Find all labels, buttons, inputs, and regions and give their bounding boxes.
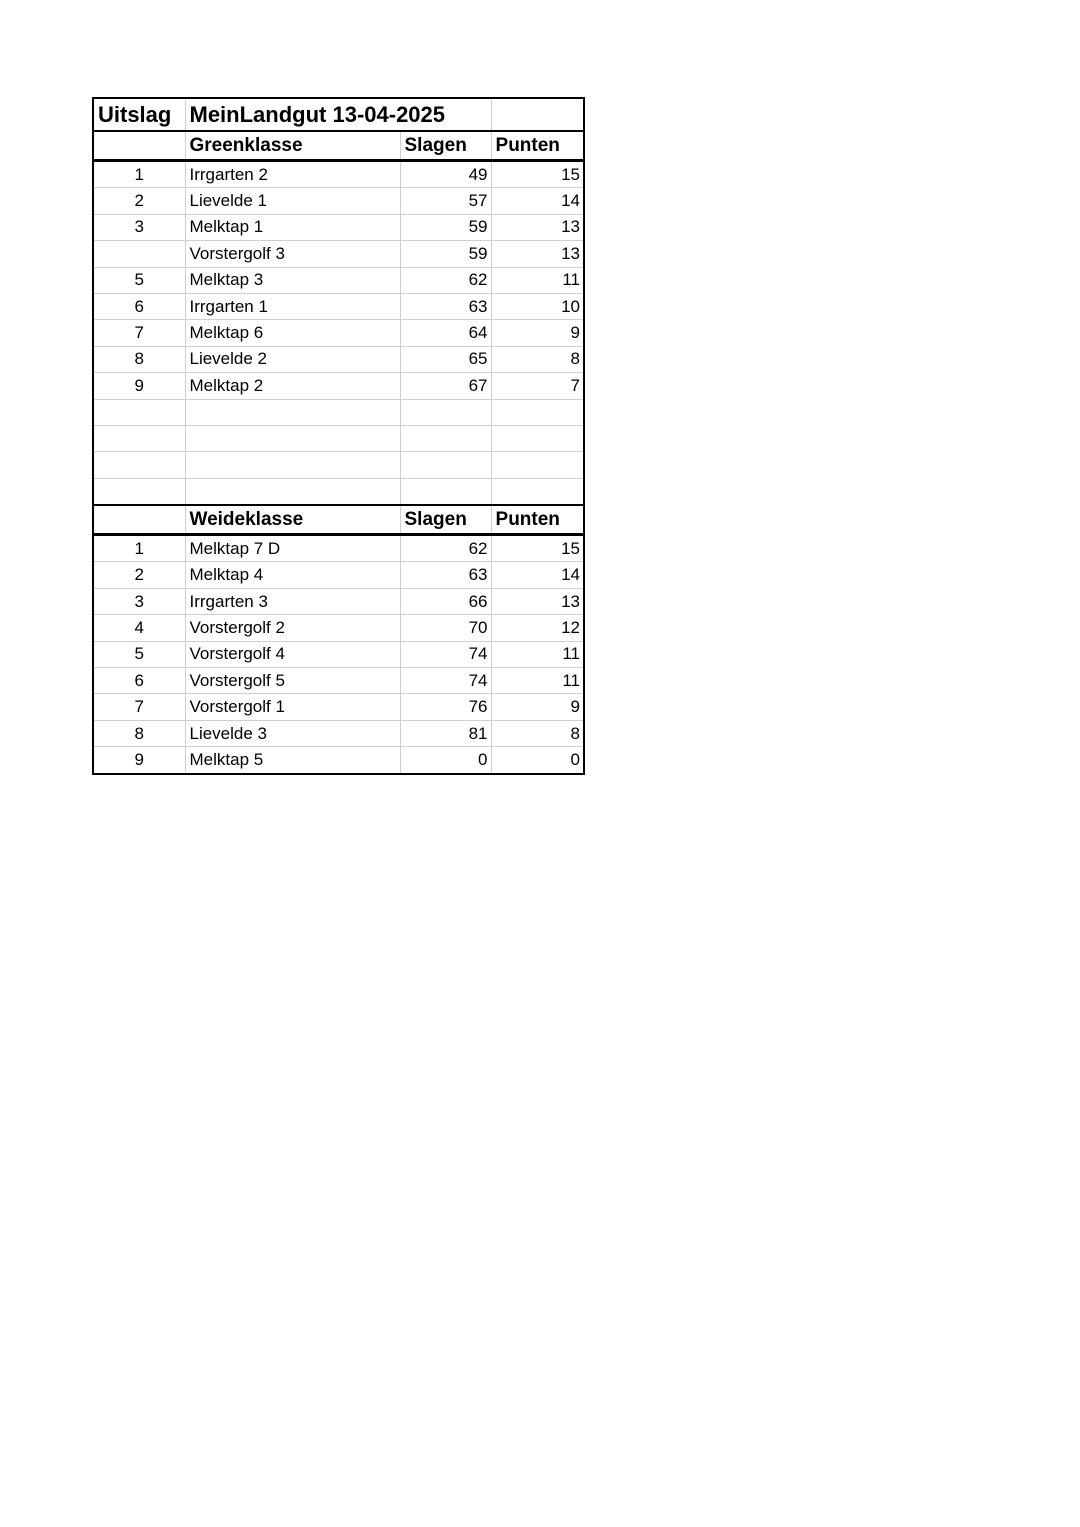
table-row: [93, 478, 584, 505]
team-cell: Vorstergolf 1: [185, 694, 400, 720]
table-row: [93, 293, 584, 319]
rank-cell: 8: [93, 346, 185, 372]
table-row: [93, 214, 584, 240]
rank-cell: 6: [93, 293, 185, 319]
slagen-cell: 63: [400, 562, 491, 588]
table-row: [93, 694, 584, 720]
rank-cell: 2: [93, 188, 185, 214]
slagen-cell: 0: [400, 747, 491, 774]
rank-cell: 5: [93, 267, 185, 293]
slagen-cell: 57: [400, 188, 491, 214]
slagen-cell: 66: [400, 588, 491, 614]
team-cell: Vorstergolf 3: [185, 241, 400, 267]
slagen-cell: 63: [400, 293, 491, 319]
punten-cell: 11: [491, 641, 584, 667]
section-class-name: Weideklasse: [185, 505, 400, 535]
punten-cell: 14: [491, 188, 584, 214]
slagen-cell: [400, 452, 491, 478]
team-cell: [185, 425, 400, 451]
team-cell: Lievelde 1: [185, 188, 400, 214]
team-cell: Irrgarten 3: [185, 588, 400, 614]
slagen-cell: 70: [400, 615, 491, 641]
punten-cell: [491, 452, 584, 478]
rank-cell: [93, 478, 185, 505]
table-row: [93, 241, 584, 267]
slagen-cell: [400, 425, 491, 451]
punten-cell: 11: [491, 668, 584, 694]
slagen-cell: 59: [400, 241, 491, 267]
title-label: Uitslag: [93, 98, 185, 131]
slagen-cell: 74: [400, 668, 491, 694]
table-row: [93, 562, 584, 588]
team-cell: [185, 452, 400, 478]
punten-cell: 14: [491, 562, 584, 588]
team-cell: Melktap 7 D: [185, 535, 400, 562]
punten-column-header: Punten: [491, 131, 584, 161]
slagen-cell: 49: [400, 161, 491, 188]
team-cell: Melktap 5: [185, 747, 400, 774]
rank-cell: 1: [93, 161, 185, 188]
slagen-cell: [400, 478, 491, 505]
slagen-cell: 65: [400, 346, 491, 372]
punten-cell: [491, 399, 584, 425]
team-cell: Melktap 3: [185, 267, 400, 293]
section-rank-header: [93, 131, 185, 161]
team-cell: Vorstergolf 5: [185, 668, 400, 694]
team-cell: Melktap 6: [185, 320, 400, 346]
punten-cell: 9: [491, 320, 584, 346]
rank-cell: 6: [93, 668, 185, 694]
slagen-cell: [400, 399, 491, 425]
rank-cell: 3: [93, 588, 185, 614]
rank-cell: 9: [93, 747, 185, 774]
punten-cell: 0: [491, 747, 584, 774]
team-cell: Irrgarten 1: [185, 293, 400, 319]
punten-cell: 9: [491, 694, 584, 720]
table-row: [93, 188, 584, 214]
team-cell: Lievelde 3: [185, 720, 400, 746]
slagen-cell: 62: [400, 267, 491, 293]
table-row: [93, 588, 584, 614]
team-cell: Irrgarten 2: [185, 161, 400, 188]
team-cell: [185, 478, 400, 505]
table-row: [93, 399, 584, 425]
punten-cell: 13: [491, 214, 584, 240]
punten-cell: 8: [491, 720, 584, 746]
punten-cell: 10: [491, 293, 584, 319]
rank-cell: [93, 425, 185, 451]
slagen-cell: 62: [400, 535, 491, 562]
title-row: [93, 98, 584, 131]
punten-cell: 15: [491, 161, 584, 188]
punten-cell: 11: [491, 267, 584, 293]
table-row: [93, 747, 584, 774]
punten-cell: [491, 478, 584, 505]
team-cell: Vorstergolf 4: [185, 641, 400, 667]
team-cell: Vorstergolf 2: [185, 615, 400, 641]
slagen-cell: 64: [400, 320, 491, 346]
slagen-column-header: Slagen: [400, 505, 491, 535]
table-row: [93, 346, 584, 372]
punten-cell: 13: [491, 241, 584, 267]
title-empty-cell: [491, 98, 584, 131]
team-cell: Melktap 2: [185, 373, 400, 399]
results-table: [92, 97, 585, 775]
team-cell: Melktap 1: [185, 214, 400, 240]
punten-column-header: Punten: [491, 505, 584, 535]
section-class-name: Greenklasse: [185, 131, 400, 161]
rank-cell: 7: [93, 694, 185, 720]
rank-cell: 3: [93, 214, 185, 240]
slagen-cell: 59: [400, 214, 491, 240]
punten-cell: 12: [491, 615, 584, 641]
rank-cell: 1: [93, 535, 185, 562]
punten-cell: 7: [491, 373, 584, 399]
punten-cell: 8: [491, 346, 584, 372]
slagen-cell: 81: [400, 720, 491, 746]
slagen-cell: 76: [400, 694, 491, 720]
team-cell: [185, 399, 400, 425]
table-row: [93, 668, 584, 694]
punten-cell: 13: [491, 588, 584, 614]
results-table-body: [93, 98, 584, 774]
table-row: [93, 267, 584, 293]
table-row: [93, 641, 584, 667]
rank-cell: [93, 399, 185, 425]
team-cell: Melktap 4: [185, 562, 400, 588]
rank-cell: [93, 241, 185, 267]
rank-cell: 7: [93, 320, 185, 346]
section-rank-header: [93, 505, 185, 535]
table-row: [93, 615, 584, 641]
table-row: [93, 161, 584, 188]
team-cell: Lievelde 2: [185, 346, 400, 372]
rank-cell: 4: [93, 615, 185, 641]
section-header-row: [93, 131, 584, 161]
table-row: [93, 320, 584, 346]
rank-cell: 5: [93, 641, 185, 667]
punten-cell: 15: [491, 535, 584, 562]
table-row: [93, 452, 584, 478]
rank-cell: 8: [93, 720, 185, 746]
punten-cell: [491, 425, 584, 451]
slagen-cell: 74: [400, 641, 491, 667]
section-header-row: [93, 505, 584, 535]
table-row: [93, 535, 584, 562]
rank-cell: 2: [93, 562, 185, 588]
event-title: MeinLandgut 13-04-2025: [185, 98, 491, 131]
slagen-cell: 67: [400, 373, 491, 399]
rank-cell: 9: [93, 373, 185, 399]
slagen-column-header: Slagen: [400, 131, 491, 161]
table-row: [93, 425, 584, 451]
table-row: [93, 373, 584, 399]
table-row: [93, 720, 584, 746]
rank-cell: [93, 452, 185, 478]
